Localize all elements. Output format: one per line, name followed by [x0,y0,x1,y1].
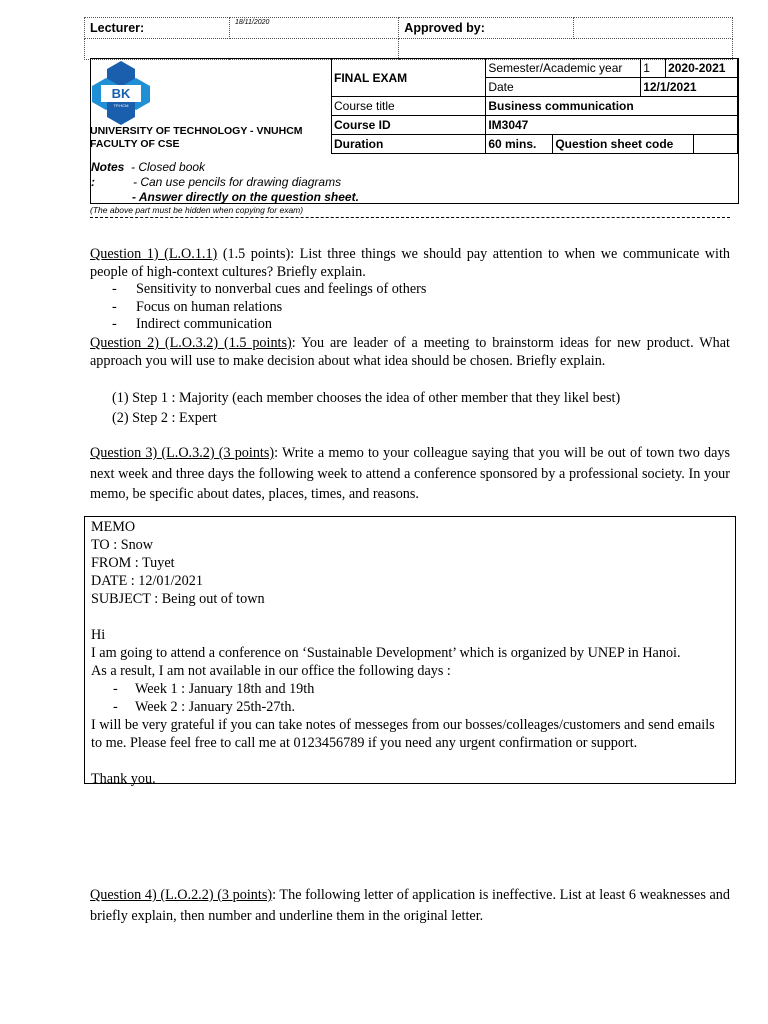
question-2: Question 2) (L.O.3.2) (1.5 points): You are leader of a meeting to brainstorm ideas for new product. What approach you will use to make decision about what idea should be chosen. Briefly explain. [90,335,730,369]
memo-line: I will be very grateful if you can take notes of messeges from our bosses/colleages/customers and send emails to me. Please feel free to call me at 0123456789 if you need any urgent confirmation or support. [91,717,715,751]
date-value: 12/1/2021 [641,78,738,97]
course-title-value: Business communication [486,97,738,116]
exam-notes: Notes - Closed book : - Can use pencils for drawing diagrams - Answer directly on the question sheet. [91,160,359,204]
course-id-value: IM3047 [486,116,738,135]
question-4: Question 4) (L.O.2.2) (3 points): The following letter of application is ineffective. List at least 6 weaknesses and briefly explain, then number and underline them in the original letter. [90,887,730,924]
cut-line [90,217,730,218]
question-code-label: Question sheet code [553,135,694,153]
memo-from: FROM : Tuyet [91,555,175,571]
lecturer-label: Lecturer: [85,18,230,39]
approval-table [84,17,733,60]
memo-line: I am going to attend a conference on ‘Sustainable Development’ which is organized by UNEP in Hanoi. [91,645,681,661]
question-2-answers [112,388,620,428]
list-item: - Indirect communication [112,316,272,332]
memo-closing: Thank you. [91,771,156,787]
list-item: (2) Step 2 : Expert [112,410,217,426]
university-logo [91,60,151,126]
approved-cell [573,18,732,39]
list-item: - Week 2 : January 25th-27th. [113,699,296,715]
exam-header [90,58,739,204]
faculty-name: FACULTY OF CSE [90,138,180,150]
memo-to: TO : Snow [91,537,154,553]
question-3: Question 3) (L.O.3.2) (3 points): Write a memo to your colleague saying that you will be out of town two days next week and three days the following week to attend a conference sponsored by a professional society. In your memo, be specific about dates, places, times, and reasons. [90,445,730,502]
memo-subject: SUBJECT : Being out of town [91,591,265,607]
list-item: - Week 1 : January 18th and 19th [113,681,315,697]
semester-label: Semester/Academic year [486,59,641,78]
date-label: Date [486,78,641,97]
semester-value: 1 [641,59,666,78]
question-1: Question 1) (L.O.1.1) (1.5 points): List three things we should pay attention to when we communicate with people of high-context cultures? Briefly explain. [90,246,730,280]
duration-label: Duration [332,135,486,154]
memo-title: MEMO [91,519,136,535]
question-1-answers [112,281,426,334]
svg-text:BK: BK [111,86,131,101]
exam-info-table [331,58,738,154]
university-name: UNIVERSITY OF TECHNOLOGY - VNUHCM [90,125,303,137]
memo-date: DATE : 12/01/2021 [91,573,203,589]
academic-year: 2020-2021 [666,59,738,78]
hidden-note: (The above part must be hidden when copying for exam) [90,205,304,215]
memo-answer [84,516,736,787]
exam-title: FINAL EXAM [332,59,486,97]
approved-label: Approved by: [399,18,574,39]
lecturer-signature-cell [85,39,399,60]
list-item: - Focus on human relations [112,298,283,315]
date-stamp: 18/11/2020 [229,18,398,39]
question-code-value [694,135,737,153]
course-id-label: Course ID [332,116,486,135]
memo-greeting: Hi [91,627,106,643]
duration-value: 60 mins. [486,135,553,153]
memo-line: As a result, I am not available in our office the following days : [91,663,451,679]
list-item: (1) Step 1 : Majority (each member chooses the idea of other member that they likel best) [112,390,621,406]
list-item: - Sensitivity to nonverbal cues and feelings of others [112,281,427,297]
course-title-label: Course title [332,97,486,116]
svg-text:TP.HCM: TP.HCM [113,103,129,108]
approver-signature-cell [399,39,733,60]
